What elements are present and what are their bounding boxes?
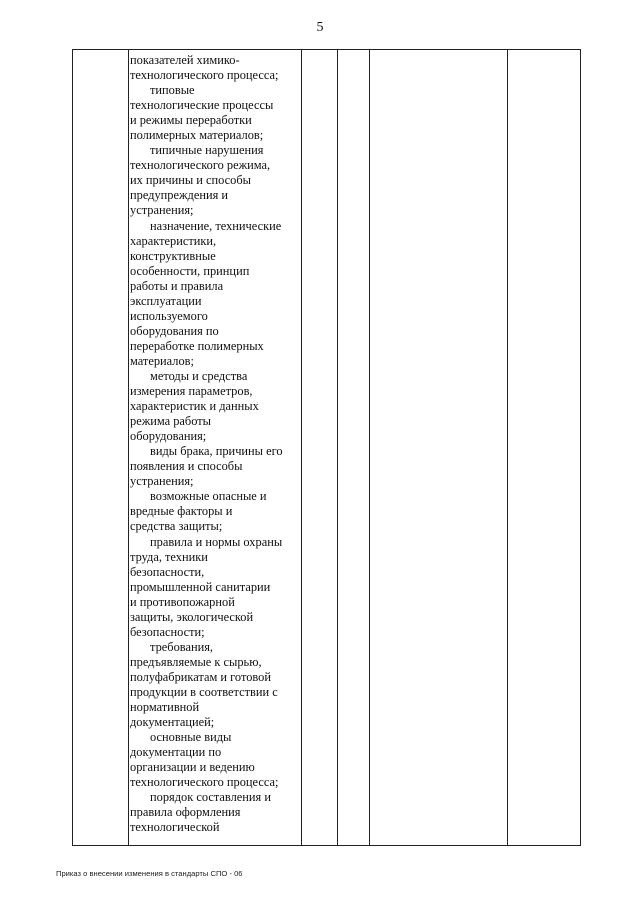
text-line: используемого [130, 308, 208, 323]
text-line: характеристик и данных [130, 399, 259, 414]
text-line: возможные опасные и [150, 489, 267, 504]
text-line: конструктивные [130, 248, 216, 263]
text-line: материалов; [130, 353, 194, 368]
text-line: нормативной [130, 700, 200, 715]
text-line: правила и нормы охраны [150, 534, 283, 549]
knowledge-list-cell [130, 53, 298, 835]
text-line: и противопожарной [130, 594, 235, 609]
text-line: оборудования; [130, 429, 207, 444]
text-line: безопасности, [130, 564, 205, 579]
text-line: требования, [150, 639, 214, 654]
text-line: особенности, принцип [130, 263, 250, 278]
text-line: документацией; [130, 715, 215, 730]
text-line: их причины и способы [130, 173, 251, 188]
text-line: предъявляемые к сырью, [130, 654, 262, 669]
text-line: устранения; [130, 203, 194, 218]
text-line: работы и правила [130, 278, 224, 293]
text-line: оборудования по [130, 323, 219, 338]
text-line: типовые [150, 83, 195, 98]
column-divider [337, 50, 338, 845]
text-line: устранения; [130, 474, 194, 489]
column-divider [128, 50, 129, 845]
text-line: измерения параметров, [130, 384, 253, 399]
text-line: назначение, технические [150, 218, 282, 233]
text-line: виды брака, причины его [150, 444, 283, 459]
text-line: правила оформления [130, 805, 241, 820]
text-line: документации по [130, 745, 222, 760]
text-line: технологического процесса; [130, 68, 279, 83]
text-line: организации и ведению [130, 760, 255, 775]
footer-caption: Приказ о внесении изменения в стандарты СПО - 06 [56, 869, 243, 878]
text-line: эксплуатации [130, 293, 202, 308]
text-line: технологического процесса; [130, 775, 279, 790]
text-line: промышленной санитарии [130, 579, 271, 594]
text-line: основные виды [150, 730, 232, 745]
column-divider [369, 50, 370, 845]
text-line: технологические процессы [130, 98, 274, 113]
text-line: появления и способы [130, 459, 243, 474]
text-line: переработке полимерных [130, 338, 264, 353]
text-line: режима работы [130, 414, 212, 429]
text-line: средства защиты; [130, 519, 223, 534]
text-line: продукции в соответствии с [130, 684, 278, 699]
text-line: характеристики, [130, 233, 217, 248]
text-line: показателей химико- [130, 53, 240, 67]
text-line: труда, техники [130, 549, 208, 564]
text-line: методы и средства [150, 368, 248, 383]
text-line: предупреждения и [130, 188, 229, 203]
text-line: защиты, экологической [130, 609, 254, 624]
text-line: вредные факторы и [130, 504, 233, 519]
text-line: технологического режима, [130, 158, 271, 173]
text-line: и режимы переработки [130, 113, 252, 128]
column-divider [301, 50, 302, 845]
column-divider [507, 50, 508, 845]
standards-table [72, 49, 581, 846]
page-number: 5 [316, 20, 324, 35]
text-line: типичные нарушения [150, 143, 264, 158]
text-line: полуфабрикатам и готовой [130, 669, 271, 684]
text-line: полимерных материалов; [130, 128, 264, 143]
text-line: порядок составления и [150, 790, 271, 805]
text-line: технологической [130, 820, 220, 835]
text-line: безопасности; [130, 624, 205, 639]
